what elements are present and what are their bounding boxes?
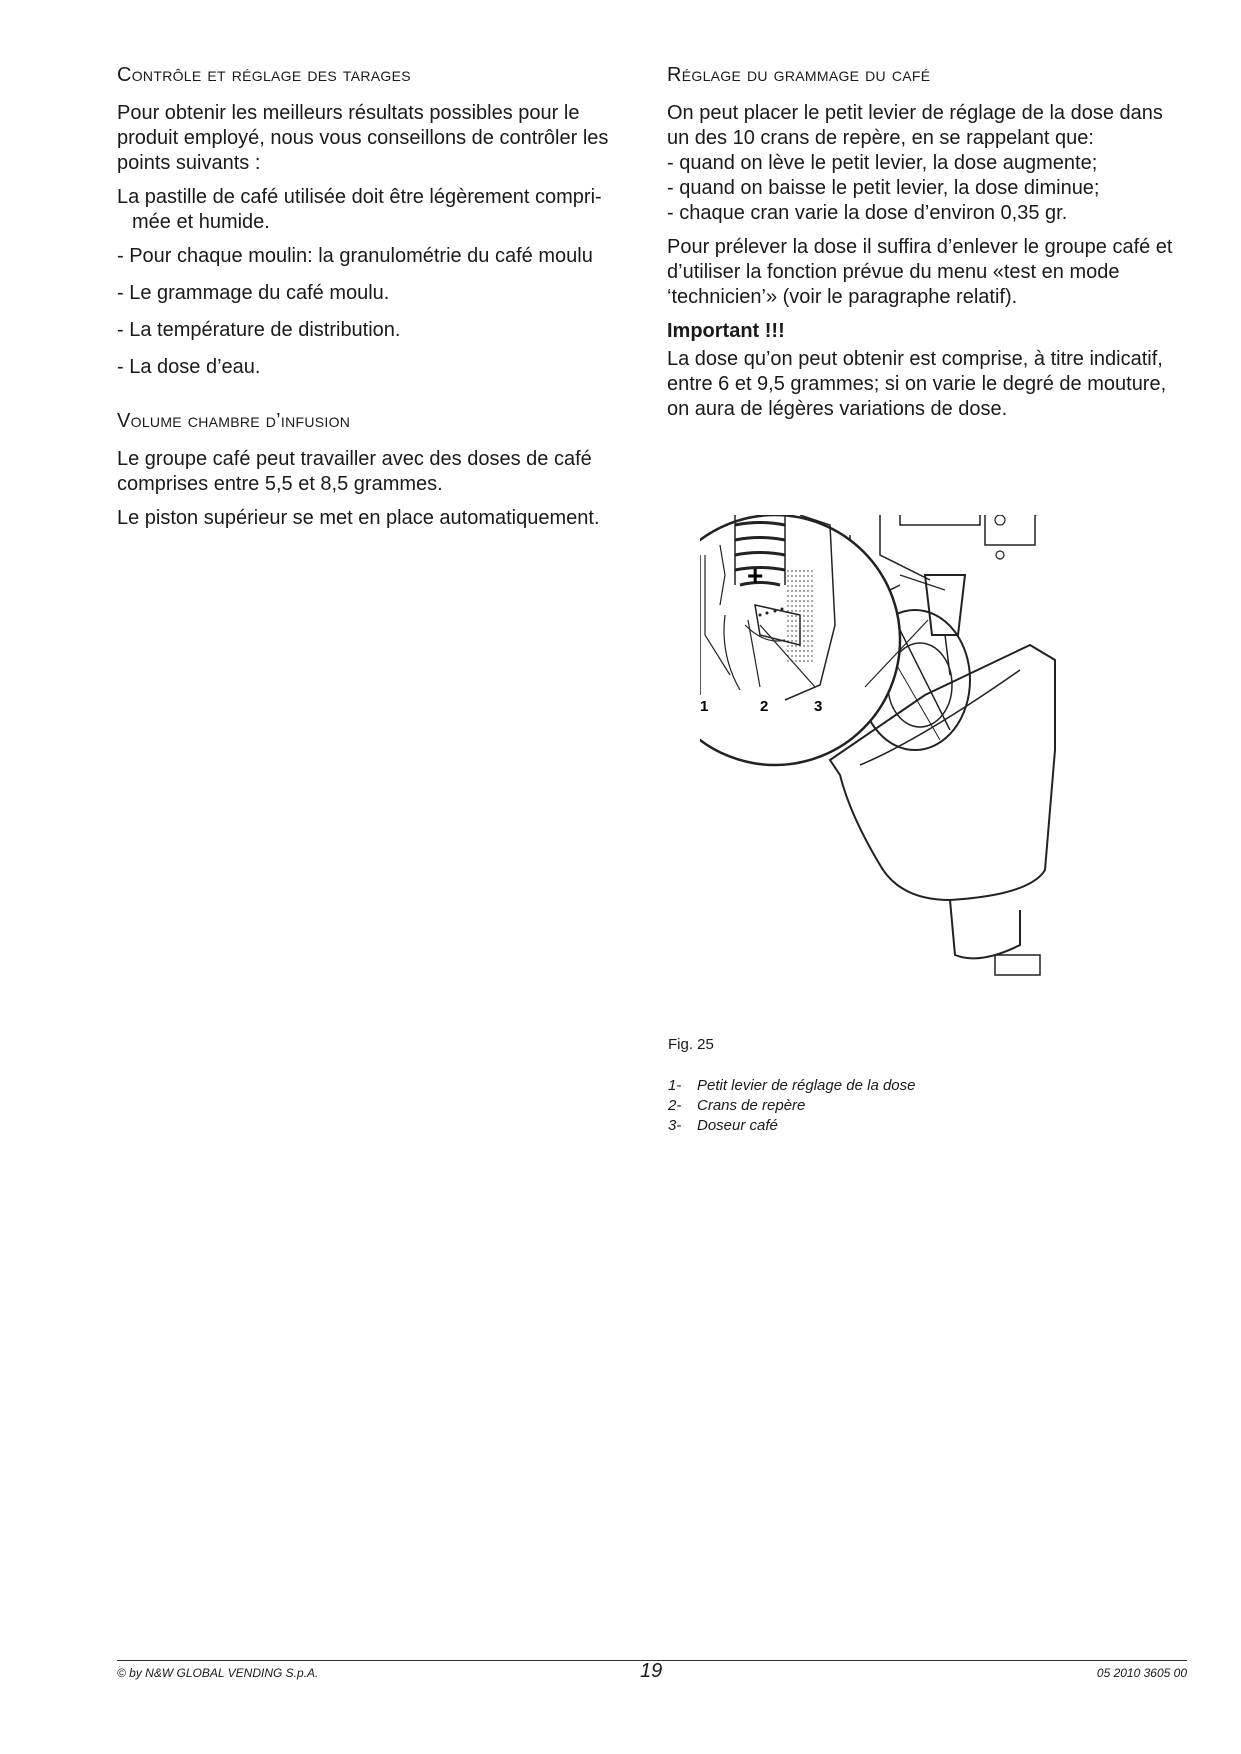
left-column	[117, 64, 637, 540]
figure-label: Fig. 25	[668, 1036, 714, 1053]
legend-item	[668, 1116, 915, 1136]
check-item-temperature: - La température de distribution.	[117, 319, 401, 341]
callout-3: 3	[814, 698, 823, 715]
paragraph-prelever: Pour prélever la dose il suffira d’enlever le groupe café et d’utiliser la fonction prévue du menu «test en mode ‘technicien’» (voir le paragraphe relatif).	[667, 236, 1173, 308]
paragraph-piston: Le piston supérieur se met en place automatiquement.	[117, 507, 600, 529]
rule-leve: - quand on lève le petit levier, la dose augmente;	[667, 152, 1098, 174]
legend-item	[668, 1076, 915, 1096]
callout-1: 1	[700, 698, 709, 715]
paragraph-levier: On peut placer le petit levier de réglage de la dose dans un des 10 crans de repère, en se rappelant que:	[667, 102, 1163, 149]
doser-illustration	[700, 515, 1170, 1015]
check-item-grammage: - Le grammage du café moulu.	[117, 282, 390, 304]
check-item-pastille: La pastille de café utilisée doit être légèrement compri-mée et humide.	[117, 186, 602, 233]
paragraph-intro: Pour obtenir les meilleurs résultats possibles pour le produit employé, nous vous conseillons de contrôler les points suivants :	[117, 102, 609, 174]
figure-legend	[668, 1076, 915, 1136]
rule-cran: - chaque cran varie la dose d’environ 0,35 gr.	[667, 202, 1068, 224]
callout-2: 2	[760, 698, 769, 715]
page-number: 19	[640, 1660, 663, 1682]
paragraph-dose-range: La dose qu’on peut obtenir est comprise, à titre indicatif, entre 6 et 9,5 grammes; si on varie le degré de mouture, on aura de légères variations de dose.	[667, 348, 1167, 420]
important-label: Important !!!	[667, 320, 785, 342]
legend-text: Doseur café	[697, 1117, 778, 1134]
legend-number: 1-	[668, 1077, 682, 1094]
document-code: 05 2010 3605 00	[1096, 1666, 1187, 1680]
paragraph-doses: Le groupe café peut travailler avec des doses de café comprises entre 5,5 et 8,5 grammes.	[117, 448, 592, 495]
legend-text: Petit levier de réglage de la dose	[697, 1077, 916, 1094]
legend-number: 2-	[668, 1097, 682, 1114]
legend-item	[668, 1096, 915, 1116]
right-column	[667, 64, 1187, 431]
legend-number: 3-	[668, 1117, 682, 1134]
legend-text: Crans de repère	[697, 1097, 806, 1114]
section-heading-volume: Volume chambre d’infusion	[117, 410, 351, 432]
plus-symbol: +	[747, 560, 764, 591]
check-item-dose-eau: - La dose d’eau.	[117, 356, 261, 378]
section-heading-grammage: Réglage du grammage du café	[667, 64, 931, 86]
section-heading-tarages: Contrôle et réglage des tarages	[117, 64, 411, 86]
check-item-granulometrie: - Pour chaque moulin: la granulométrie du café moulu	[117, 245, 593, 267]
footer-copyright: © by N&W GLOBAL VENDING S.p.A.	[117, 1666, 319, 1680]
rule-baisse: - quand on baisse le petit levier, la dose diminue;	[667, 177, 1100, 199]
